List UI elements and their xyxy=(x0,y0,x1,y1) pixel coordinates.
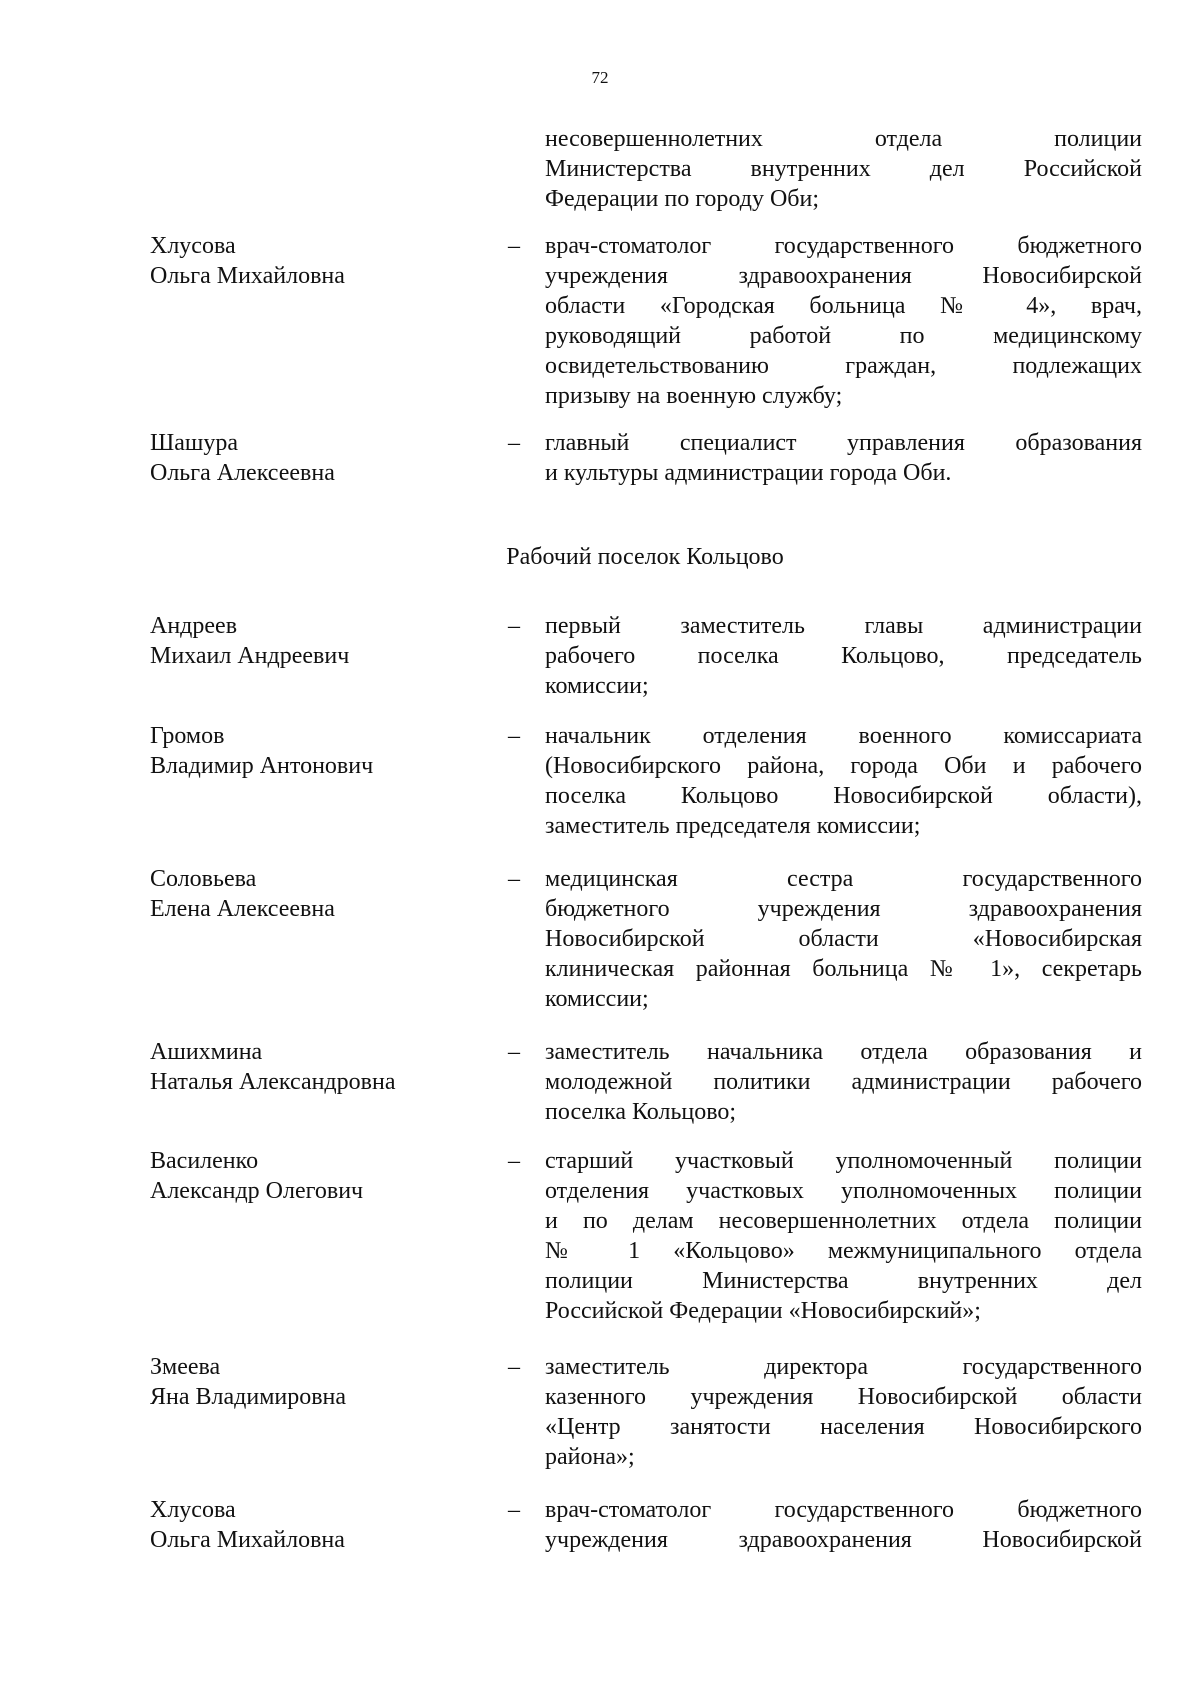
member-given-name: Ольга Михайловна xyxy=(150,263,345,289)
desc-line: полиции Министерства внутренних дел xyxy=(545,1268,1142,1294)
member-surname: Громов xyxy=(150,723,225,749)
desc-line: первый заместитель главы администрации xyxy=(545,613,1142,639)
dash: – xyxy=(508,430,520,456)
desc-line: учреждения здравоохранения Новосибирской xyxy=(545,263,1142,289)
member-given-name: Владимир Антонович xyxy=(150,753,374,779)
dash: – xyxy=(508,613,520,639)
section-title: Рабочий поселок Кольцово xyxy=(506,544,784,570)
desc-line: № 1 «Кольцово» межмуниципального отдела xyxy=(545,1238,1142,1264)
desc-line: комиссии; xyxy=(545,986,649,1012)
desc-line: заместитель директора государственного xyxy=(545,1354,1142,1380)
desc-line: Федерации по городу Оби; xyxy=(545,186,820,212)
desc-line: Российской Федерации «Новосибирский»; xyxy=(545,1298,981,1324)
member-surname: Шашура xyxy=(150,430,238,456)
desc-line: руководящий работой по медицинскому xyxy=(545,323,1142,349)
dash: – xyxy=(508,1148,520,1174)
member-surname: Змеева xyxy=(150,1354,221,1380)
desc-line: отделения участковых уполномоченных полиции xyxy=(545,1178,1142,1204)
desc-line: учреждения здравоохранения Новосибирской xyxy=(545,1527,1142,1553)
desc-line: освидетельствованию граждан, подлежащих xyxy=(545,353,1142,379)
desc-line: клиническая районная больница № 1», секретарь xyxy=(545,956,1142,982)
desc-line: бюджетного учреждения здравоохранения xyxy=(545,896,1142,922)
member-given-name: Михаил Андреевич xyxy=(150,643,350,669)
desc-line: старший участковый уполномоченный полиции xyxy=(545,1148,1142,1174)
dash: – xyxy=(508,233,520,259)
dash: – xyxy=(508,866,520,892)
member-given-name: Наталья Александровна xyxy=(150,1069,396,1095)
desc-line: области «Городская больница № 4», врач, xyxy=(545,293,1142,319)
desc-line: поселка Кольцово; xyxy=(545,1099,737,1125)
desc-line: казенного учреждения Новосибирской области xyxy=(545,1384,1142,1410)
desc-line: Министерства внутренних дел Российской xyxy=(545,156,1142,182)
dash: – xyxy=(508,1354,520,1380)
member-given-name: Александр Олегович xyxy=(150,1178,364,1204)
desc-line: несовершеннолетних отдела полиции xyxy=(545,126,1142,152)
member-surname: Ашихмина xyxy=(150,1039,263,1065)
dash: – xyxy=(508,1039,520,1065)
desc-line: заместитель председателя комиссии; xyxy=(545,813,921,839)
desc-line: и культуры администрации города Оби. xyxy=(545,460,952,486)
member-given-name: Ольга Михайловна xyxy=(150,1527,345,1553)
dash: – xyxy=(508,1497,520,1523)
desc-line: призыву на военную службу; xyxy=(545,383,843,409)
desc-line: рабочего поселка Кольцово, председатель xyxy=(545,643,1142,669)
member-given-name: Яна Владимировна xyxy=(150,1384,347,1410)
desc-line: комиссии; xyxy=(545,673,649,699)
member-surname: Хлусова xyxy=(150,233,236,259)
member-surname: Хлусова xyxy=(150,1497,236,1523)
desc-line: поселка Кольцово Новосибирской области), xyxy=(545,783,1142,809)
member-surname: Василенко xyxy=(150,1148,259,1174)
member-given-name: Ольга Алексеевна xyxy=(150,460,335,486)
desc-line: и по делам несовершеннолетних отдела полиции xyxy=(545,1208,1142,1234)
desc-line: врач-стоматолог государственного бюджетного xyxy=(545,1497,1142,1523)
page-number: 72 xyxy=(591,68,609,87)
member-surname: Андреев xyxy=(150,613,238,639)
desc-line: молодежной политики администрации рабочего xyxy=(545,1069,1142,1095)
desc-line: (Новосибирского района, города Оби и рабочего xyxy=(545,753,1142,779)
desc-line: медицинская сестра государственного xyxy=(545,866,1142,892)
desc-line: врач-стоматолог государственного бюджетного xyxy=(545,233,1142,259)
member-surname: Соловьева xyxy=(150,866,257,892)
desc-line: «Центр занятости населения Новосибирского xyxy=(545,1414,1142,1440)
member-given-name: Елена Алексеевна xyxy=(150,896,335,922)
desc-line: Новосибирской области «Новосибирская xyxy=(545,926,1142,952)
desc-line: начальник отделения военного комиссариата xyxy=(545,723,1142,749)
desc-line: района»; xyxy=(545,1444,635,1470)
desc-line: заместитель начальника отдела образования и xyxy=(545,1039,1142,1065)
desc-line: главный специалист управления образования xyxy=(545,430,1142,456)
dash: – xyxy=(508,723,520,749)
